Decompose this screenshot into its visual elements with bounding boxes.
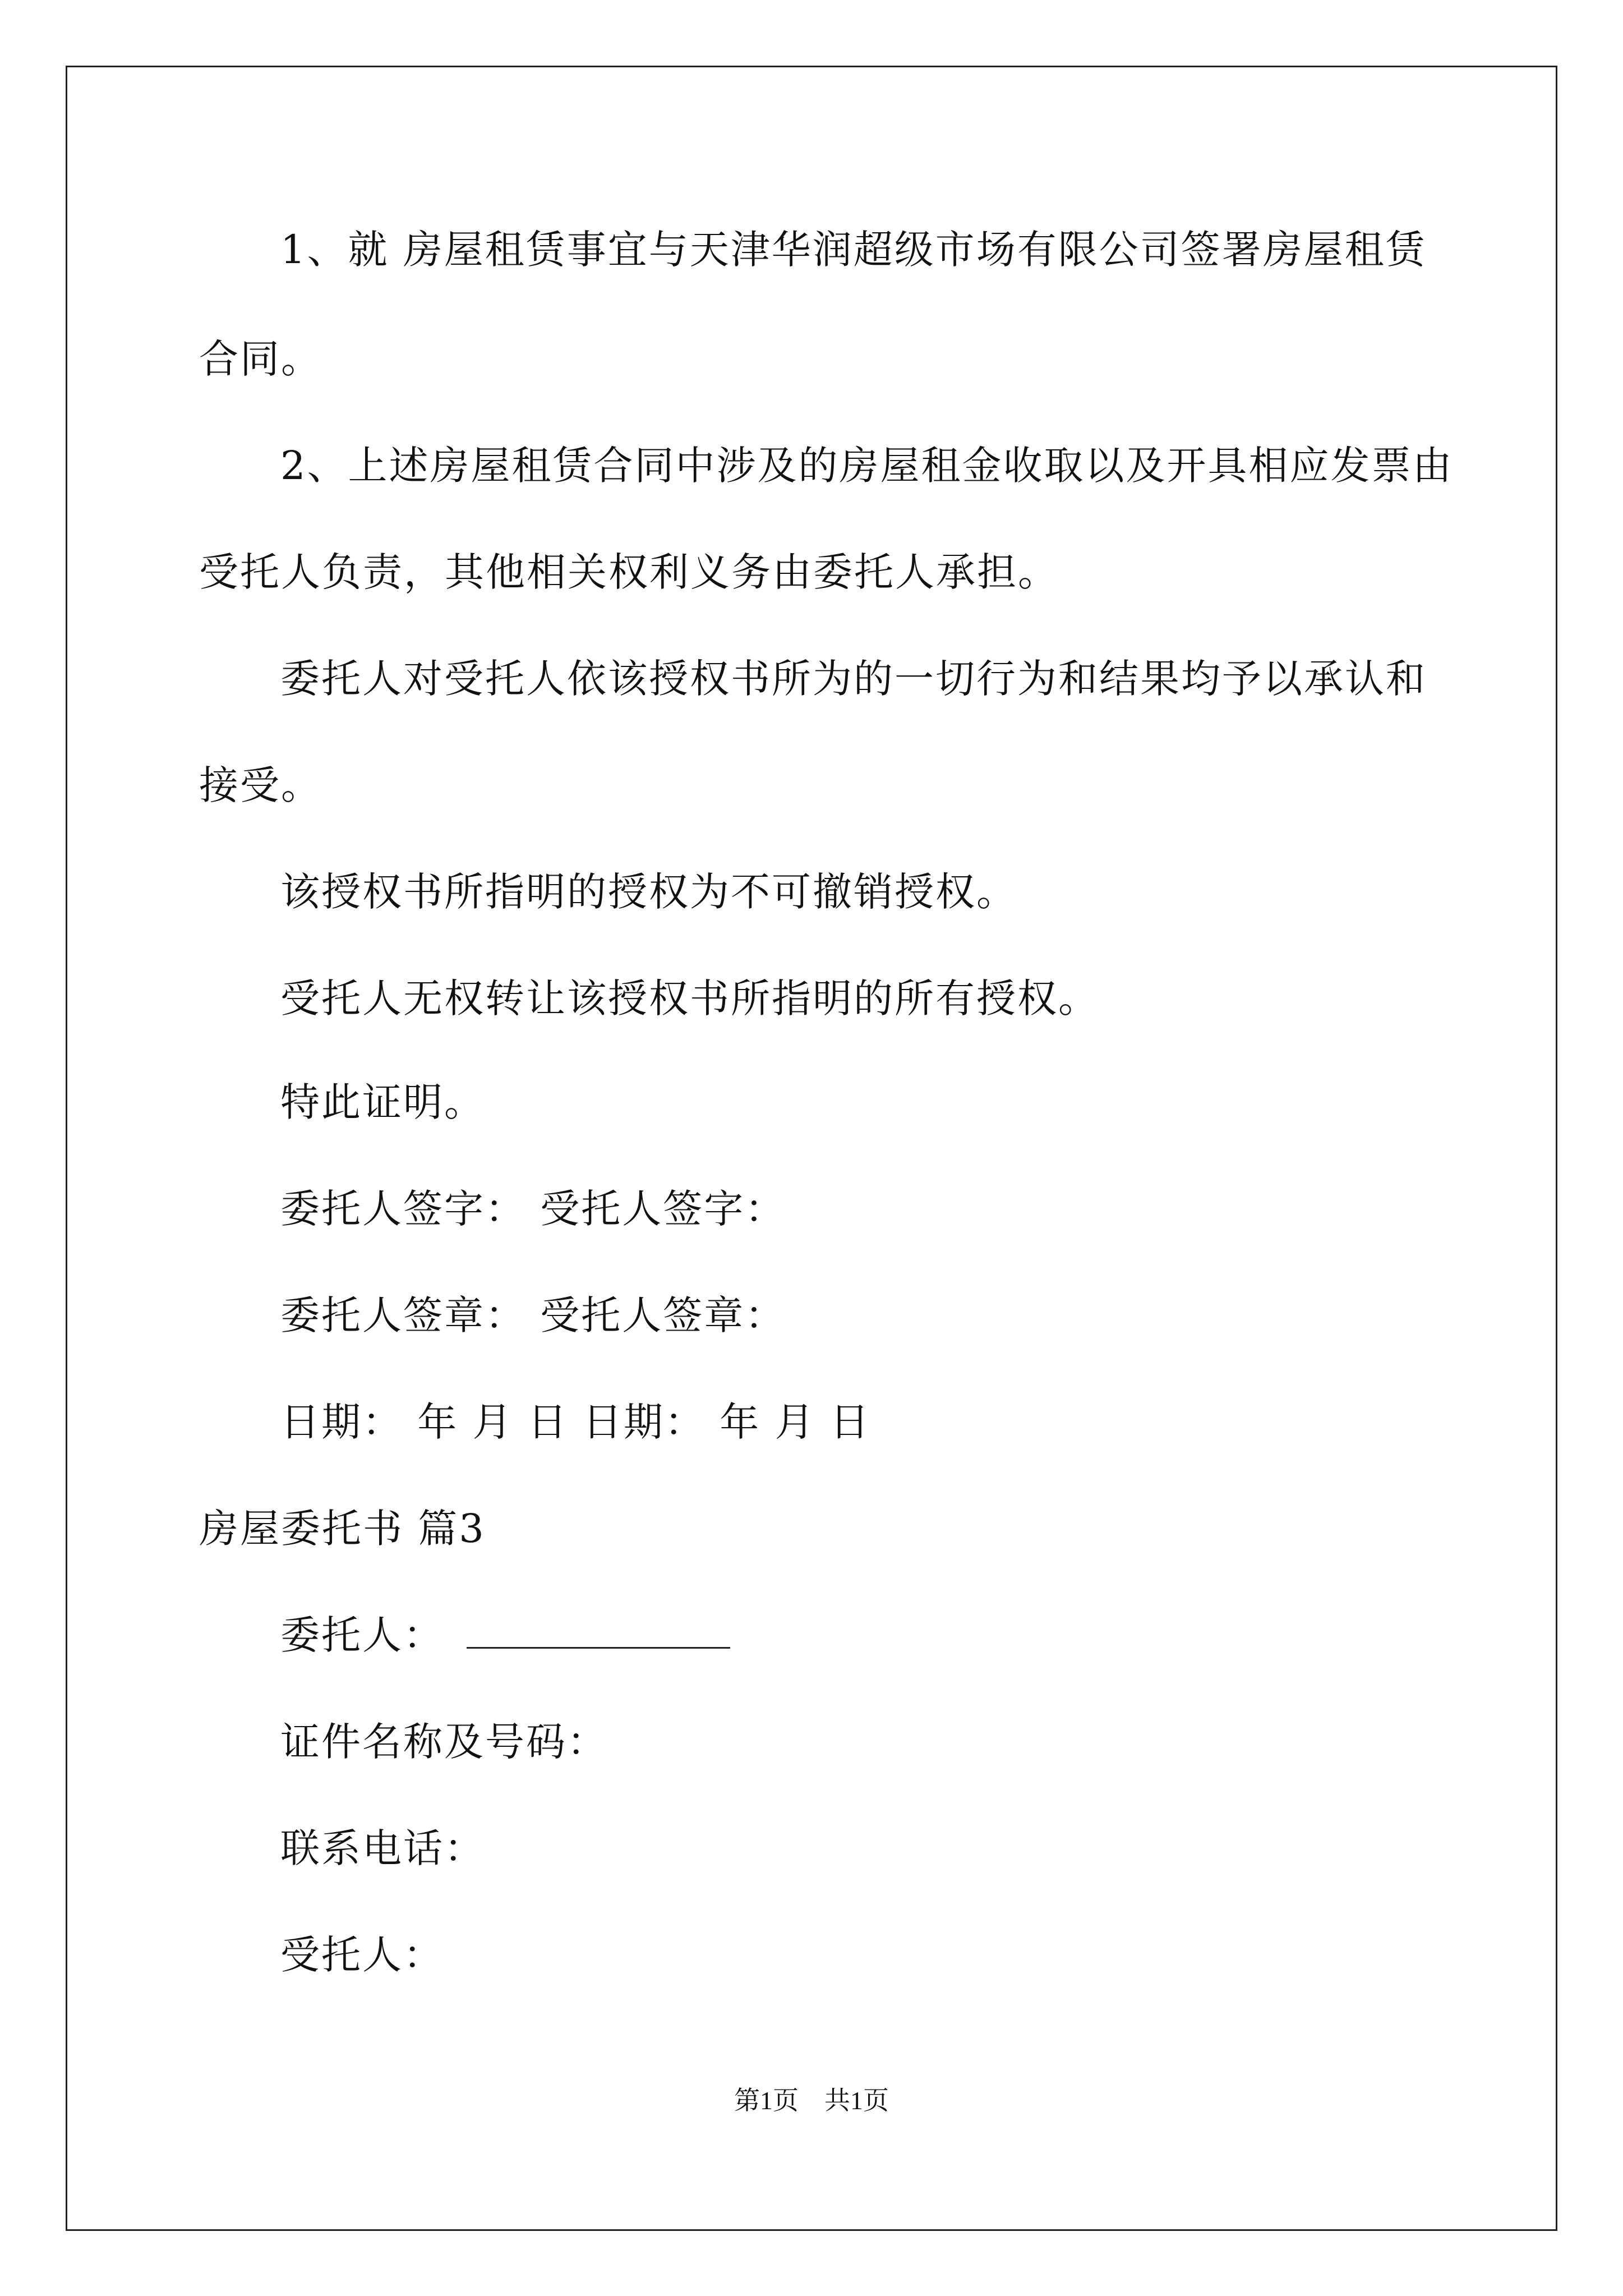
paragraph-line: 受托人负责，其他相关权利义务由委托人承担。: [199, 549, 1059, 595]
page-footer: 第1页 共1页: [734, 2086, 889, 2115]
paragraph-line: 委托人对受托人依该授权书所为的一切行为和结果均予以承认和: [280, 656, 1427, 702]
date-line: 日期： 年 月 日 日期： 年 月 日: [280, 1399, 871, 1445]
paragraph-line: 1、就 房屋租赁事宜与天津华润超级市场有限公司签署房屋租赁: [280, 227, 1427, 273]
field-id-document: 证件名称及号码：: [280, 1719, 608, 1765]
field-label: 委托人：: [280, 1612, 444, 1658]
field-principal: [280, 1610, 730, 1660]
section-heading: 房屋委托书 篇3: [199, 1506, 486, 1552]
seal-line: 委托人签章： 受托人签章：: [280, 1292, 786, 1338]
paragraph-line: 合同。: [199, 336, 322, 382]
paragraph-line: 特此证明。: [280, 1079, 485, 1125]
paragraph-line: 受托人无权转让该授权书所指明的所有授权。: [280, 976, 1099, 1022]
field-agent: 受托人：: [280, 1932, 444, 1978]
signature-line: 委托人签字： 受托人签字：: [280, 1186, 786, 1232]
page-frame: [66, 66, 1557, 2231]
paragraph-line: 该授权书所指明的授权为不可撤销授权。: [280, 869, 1017, 915]
paragraph-line: 接受。: [199, 762, 322, 808]
paragraph-line: 2、上述房屋租赁合同中涉及的房屋租金收取以及开具相应发票由: [280, 443, 1454, 489]
fill-in-blank: [467, 1613, 730, 1649]
field-phone: 联系电话：: [280, 1825, 485, 1871]
